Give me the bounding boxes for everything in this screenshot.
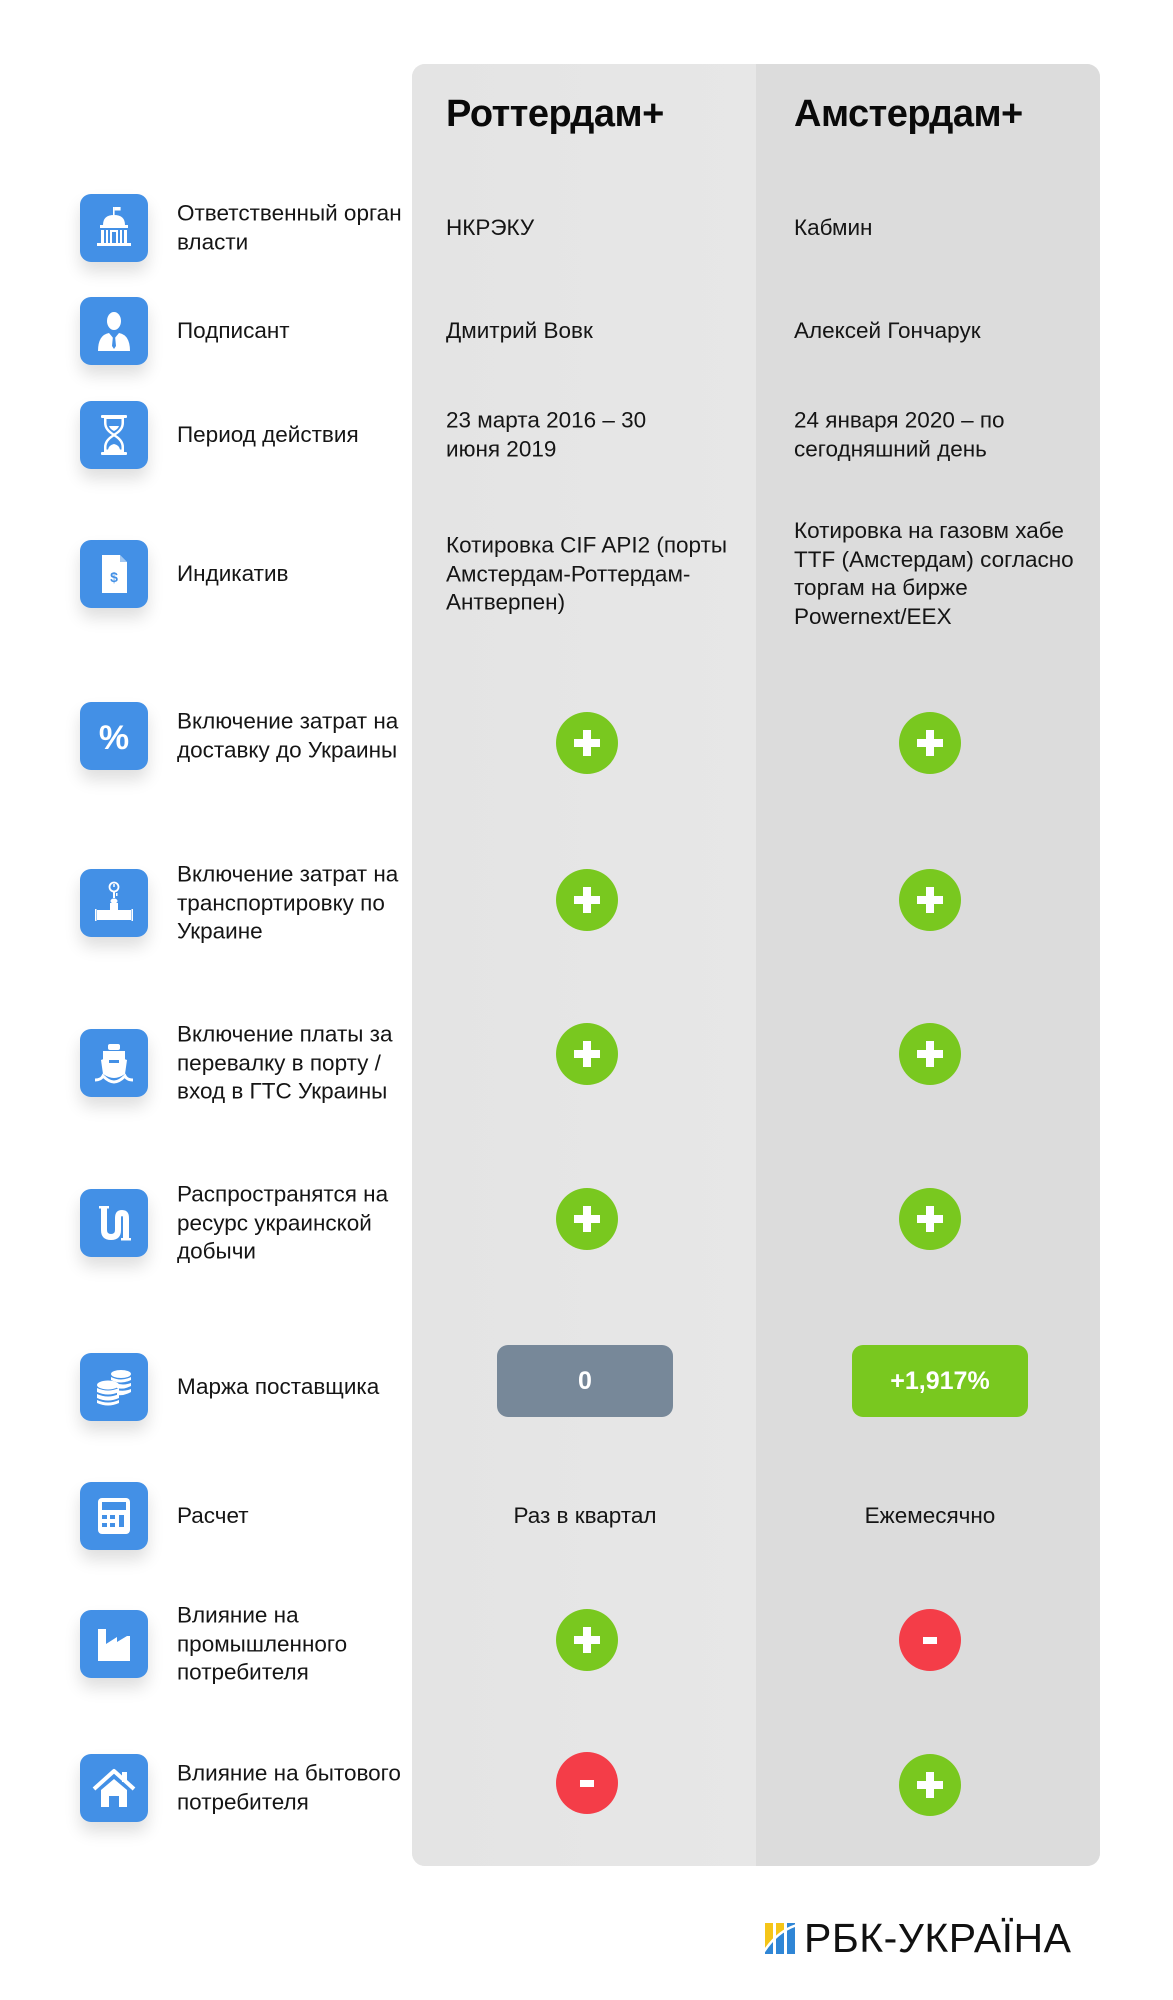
- rotterdam-value: Раз в квартал: [513, 1502, 657, 1528]
- plus-badge: [899, 1023, 961, 1085]
- minus-badge: [899, 1609, 961, 1671]
- row-label: Распространятся на ресурс украинской добычи: [177, 1181, 389, 1264]
- row-label: Ответственный орган власти: [177, 200, 402, 254]
- amsterdam-value: Алексей Гончарук: [794, 317, 981, 343]
- plus-badge: [899, 1188, 961, 1250]
- government-building-icon: [80, 194, 148, 262]
- margin-value-rotterdam: 0: [497, 1345, 673, 1417]
- plus-badge: [899, 712, 961, 774]
- row-label: Включение затрат на доставку до Украины: [177, 708, 399, 762]
- row-label: Индикатив: [177, 560, 289, 586]
- factory-icon: [80, 1610, 148, 1678]
- plus-badge: [556, 1609, 618, 1671]
- rbc-logo-mark-icon: [765, 1923, 795, 1954]
- plus-badge: [556, 712, 618, 774]
- row-label: Включение платы за перевалку в порту / вход в ГТС Украины: [177, 1021, 393, 1104]
- plus-badge: [899, 1754, 961, 1816]
- calculator-icon: [80, 1482, 148, 1550]
- rotterdam-value: НКРЭКУ: [446, 214, 535, 240]
- plus-badge: [899, 869, 961, 931]
- person-icon: [80, 297, 148, 365]
- plus-badge: [556, 869, 618, 931]
- row-label: Маржа поставщика: [177, 1373, 380, 1399]
- row-label: Период действия: [177, 421, 359, 447]
- row-label: Включение затрат на транспортировку по Украине: [177, 861, 399, 944]
- hourglass-icon: [80, 401, 148, 469]
- amsterdam-value: Кабмин: [794, 214, 873, 240]
- coins-icon: [80, 1353, 148, 1421]
- rbc-ukraine-logo: [765, 1915, 1072, 1961]
- minus-badge: [556, 1752, 618, 1814]
- row-label: Влияние на промышленного потребителя: [177, 1602, 348, 1685]
- rotterdam-value: 23 марта 2016 – 30 июня 2019: [446, 407, 647, 461]
- svg-text:%: %: [98, 719, 130, 757]
- row-label: Влияние на бытового потребителя: [177, 1760, 401, 1814]
- rotterdam-value: Дмитрий Вовк: [446, 317, 593, 343]
- plus-badge: [556, 1023, 618, 1085]
- svg-text:$: $: [110, 569, 118, 585]
- plus-badge: [556, 1188, 618, 1250]
- amsterdam-value: 24 января 2020 – по сегодняшний день: [794, 407, 1005, 461]
- house-icon: [80, 1754, 148, 1822]
- rotterdam-value: Котировка CIF API2 (порты Амстердам-Роттердам-Антверпен): [446, 532, 728, 615]
- margin-value-amsterdam: +1,917%: [852, 1345, 1028, 1417]
- row-label: Подписант: [177, 317, 290, 343]
- row-label: Расчет: [177, 1502, 249, 1528]
- percent-icon: [80, 702, 148, 770]
- pipe-icon: [80, 1189, 148, 1257]
- column-header-amsterdam: Амстердам+: [794, 93, 1023, 135]
- logo-text: РБК-УКРАЇНА: [804, 1915, 1072, 1961]
- ship-icon: [80, 1029, 148, 1097]
- pipeline-gauge-icon: [80, 869, 148, 937]
- amsterdam-value: Ежемесячно: [864, 1502, 996, 1528]
- column-header-rotterdam: Роттердам+: [446, 93, 664, 135]
- amsterdam-value: Котировка на газовм хабе TTF (Амстердам) согласно торгам на бирже Powernext/EEX: [794, 518, 1074, 629]
- document-dollar-icon: [80, 540, 148, 608]
